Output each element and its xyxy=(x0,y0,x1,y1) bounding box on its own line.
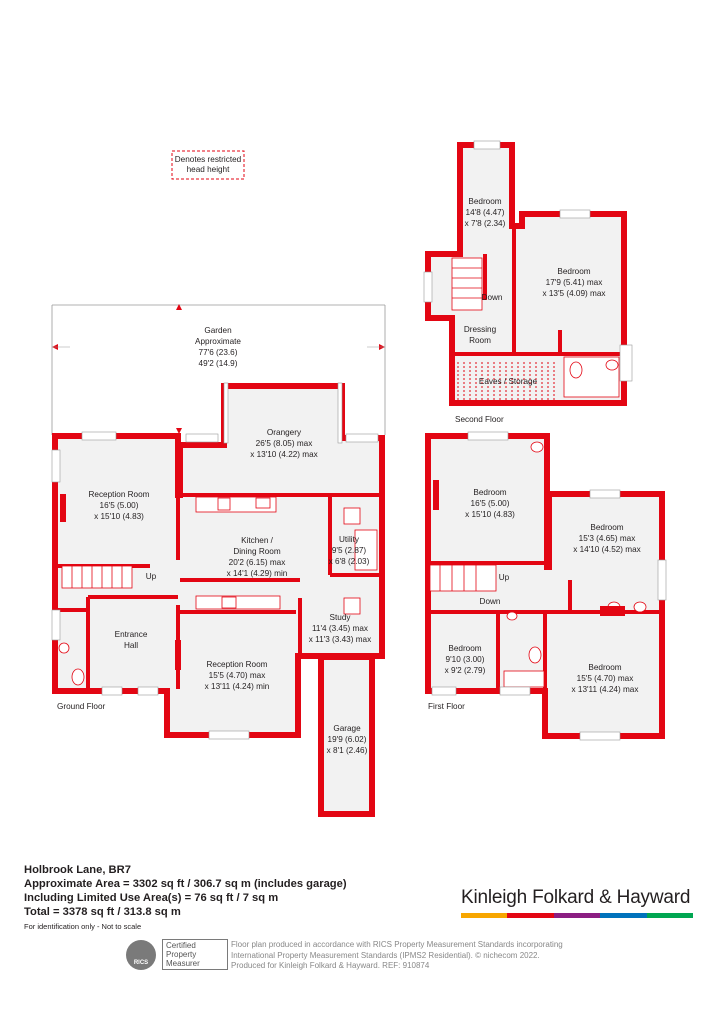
study-dim-1: 11'4 (3.45) max xyxy=(311,624,369,633)
dressing-label: Dressing xyxy=(463,325,497,334)
ff-bedroom-2-dim-2: x 14'10 (4.52) max xyxy=(573,545,641,554)
disclaimer-line-3: Produced for Kinleigh Folkard & Hayward. REF: 910874 xyxy=(231,961,430,970)
ff-bedroom-3-label: Bedroom xyxy=(448,644,482,653)
kitchen-label-1: Kitchen / xyxy=(241,536,273,545)
ff-bedroom-1-dim-1: 16'5 (5.00) xyxy=(470,499,510,508)
brand-color-bar xyxy=(461,913,693,918)
sf-bedroom-1-dim-2: x 7'8 (2.34) xyxy=(464,219,506,228)
ff-bedroom-2-label: Bedroom xyxy=(590,523,624,532)
dressing-label-2: Room xyxy=(469,336,491,345)
reception-1-dim-1: 16'5 (5.00) xyxy=(99,501,139,510)
kitchen-dim-2: x 14'1 (4.29) min xyxy=(226,569,288,578)
sf-bedroom-2-label: Bedroom xyxy=(557,267,591,276)
sf-down-label: Down xyxy=(481,293,503,302)
orangery-dim-2: x 13'10 (4.22) max xyxy=(250,450,318,459)
ff-bedroom-2-dim-1: 15'3 (4.65) max xyxy=(578,534,636,543)
entrance-label: Entrance xyxy=(114,630,148,639)
ground-up-label: Up xyxy=(145,572,157,581)
total-area: Total = 3378 sq ft / 313.8 sq m xyxy=(24,906,181,918)
brand-bar-segment xyxy=(507,913,553,918)
badge-line-1: Certified xyxy=(166,941,196,950)
sf-bedroom-1-dim-1: 14'8 (4.47) xyxy=(465,208,505,217)
eaves-label: Eaves / Storage xyxy=(478,377,538,386)
disclaimer-line-1: Floor plan produced in accordance with RICS Property Measurement Standards incorporating xyxy=(231,940,563,949)
disclaimer-line-2: International Property Measurement Standards (IPMS2 Residential). © nichecom 2022. xyxy=(231,950,540,960)
garage-label: Garage xyxy=(333,724,361,733)
ff-bedroom-4-dim-1: 15'5 (4.70) max xyxy=(576,674,634,683)
ff-bedroom-3-dim-1: 9'10 (3.00) xyxy=(445,655,485,664)
brand-bar-segment xyxy=(554,913,600,918)
certified-measurer-badge xyxy=(162,939,228,970)
garage-dim-1: 19'9 (6.02) xyxy=(327,735,367,744)
utility-dim-2: x 6'8 (2.03) xyxy=(328,557,370,566)
garden-label-2: Approximate xyxy=(195,337,241,346)
brand-bar-segment xyxy=(461,913,507,918)
limited-use-area: Including Limited Use Area(s) = 76 sq ft / 7 sq m xyxy=(24,892,279,904)
kitchen-dim-1: 20'2 (6.15) max xyxy=(228,558,286,567)
agent-brand-name: Kinleigh Folkard & Hayward xyxy=(461,887,691,908)
reception-1-dim-2: x 15'10 (4.83) xyxy=(94,512,144,521)
study-dim-2: x 11'3 (3.43) max xyxy=(308,635,372,644)
address: Holbrook Lane, BR7 xyxy=(24,864,131,876)
ff-bedroom-4-dim-2: x 13'11 (4.24) max xyxy=(571,685,639,694)
badge-line-2: Property xyxy=(166,950,197,959)
kitchen-label-2: Dining Room xyxy=(233,547,281,556)
badge-line-3: Measurer xyxy=(166,959,200,968)
ground-floor-label: Ground Floor xyxy=(57,702,106,711)
sf-bedroom-2-dim-2: x 13'5 (4.09) max xyxy=(542,289,606,298)
reception-1-label: Reception Room xyxy=(88,490,150,499)
orangery-label: Orangery xyxy=(266,428,302,437)
measurement-disclaimer xyxy=(231,940,601,972)
rics-certification xyxy=(126,939,228,970)
utility-label: Utility xyxy=(338,535,360,544)
rics-logo-icon: RICS xyxy=(126,940,156,970)
ff-bedroom-3-dim-2: x 9'2 (2.79) xyxy=(444,666,486,675)
ff-bedroom-1-dim-2: x 15'10 (4.83) xyxy=(465,510,515,519)
restricted-height-legend xyxy=(172,151,244,179)
garage-dim-2: x 8'1 (2.46) xyxy=(326,746,368,755)
reception-2-label: Reception Room xyxy=(206,660,268,669)
legend-line-2: head height xyxy=(186,165,230,174)
reception-2-dim-2: x 13'11 (4.24) min xyxy=(204,682,270,691)
scale-note: For identification only - Not to scale xyxy=(24,922,142,931)
garden-label: Garden xyxy=(204,326,232,335)
ff-up-label: Up xyxy=(498,573,510,582)
garden-dim-2: 49'2 (14.9) xyxy=(198,359,238,368)
ff-bedroom-4-label: Bedroom xyxy=(588,663,622,672)
ff-bedroom-1-label: Bedroom xyxy=(473,488,507,497)
second-floor-label: Second Floor xyxy=(455,415,504,424)
property-summary xyxy=(24,863,347,935)
garden-dim-1: 77'6 (23.6) xyxy=(198,348,238,357)
brand-bar-segment xyxy=(600,913,646,918)
hall-label: Hall xyxy=(123,641,139,650)
utility-dim-1: 9'5 (2.87) xyxy=(331,546,367,555)
first-floor-label: First Floor xyxy=(428,702,465,711)
sf-bedroom-1-label: Bedroom xyxy=(468,197,502,206)
approximate-area: Approximate Area = 3302 sq ft / 306.7 sq m (includes garage) xyxy=(24,878,347,890)
brand-bar-segment xyxy=(647,913,693,918)
study-label: Study xyxy=(329,613,351,622)
orangery-dim-1: 26'5 (8.05) max xyxy=(255,439,313,448)
reception-2-dim-1: 15'5 (4.70) max xyxy=(208,671,266,680)
ff-down-label: Down xyxy=(479,597,501,606)
sf-bedroom-2-dim-1: 17'9 (5.41) max xyxy=(545,278,603,287)
legend-line-1: Denotes restricted xyxy=(174,155,242,164)
